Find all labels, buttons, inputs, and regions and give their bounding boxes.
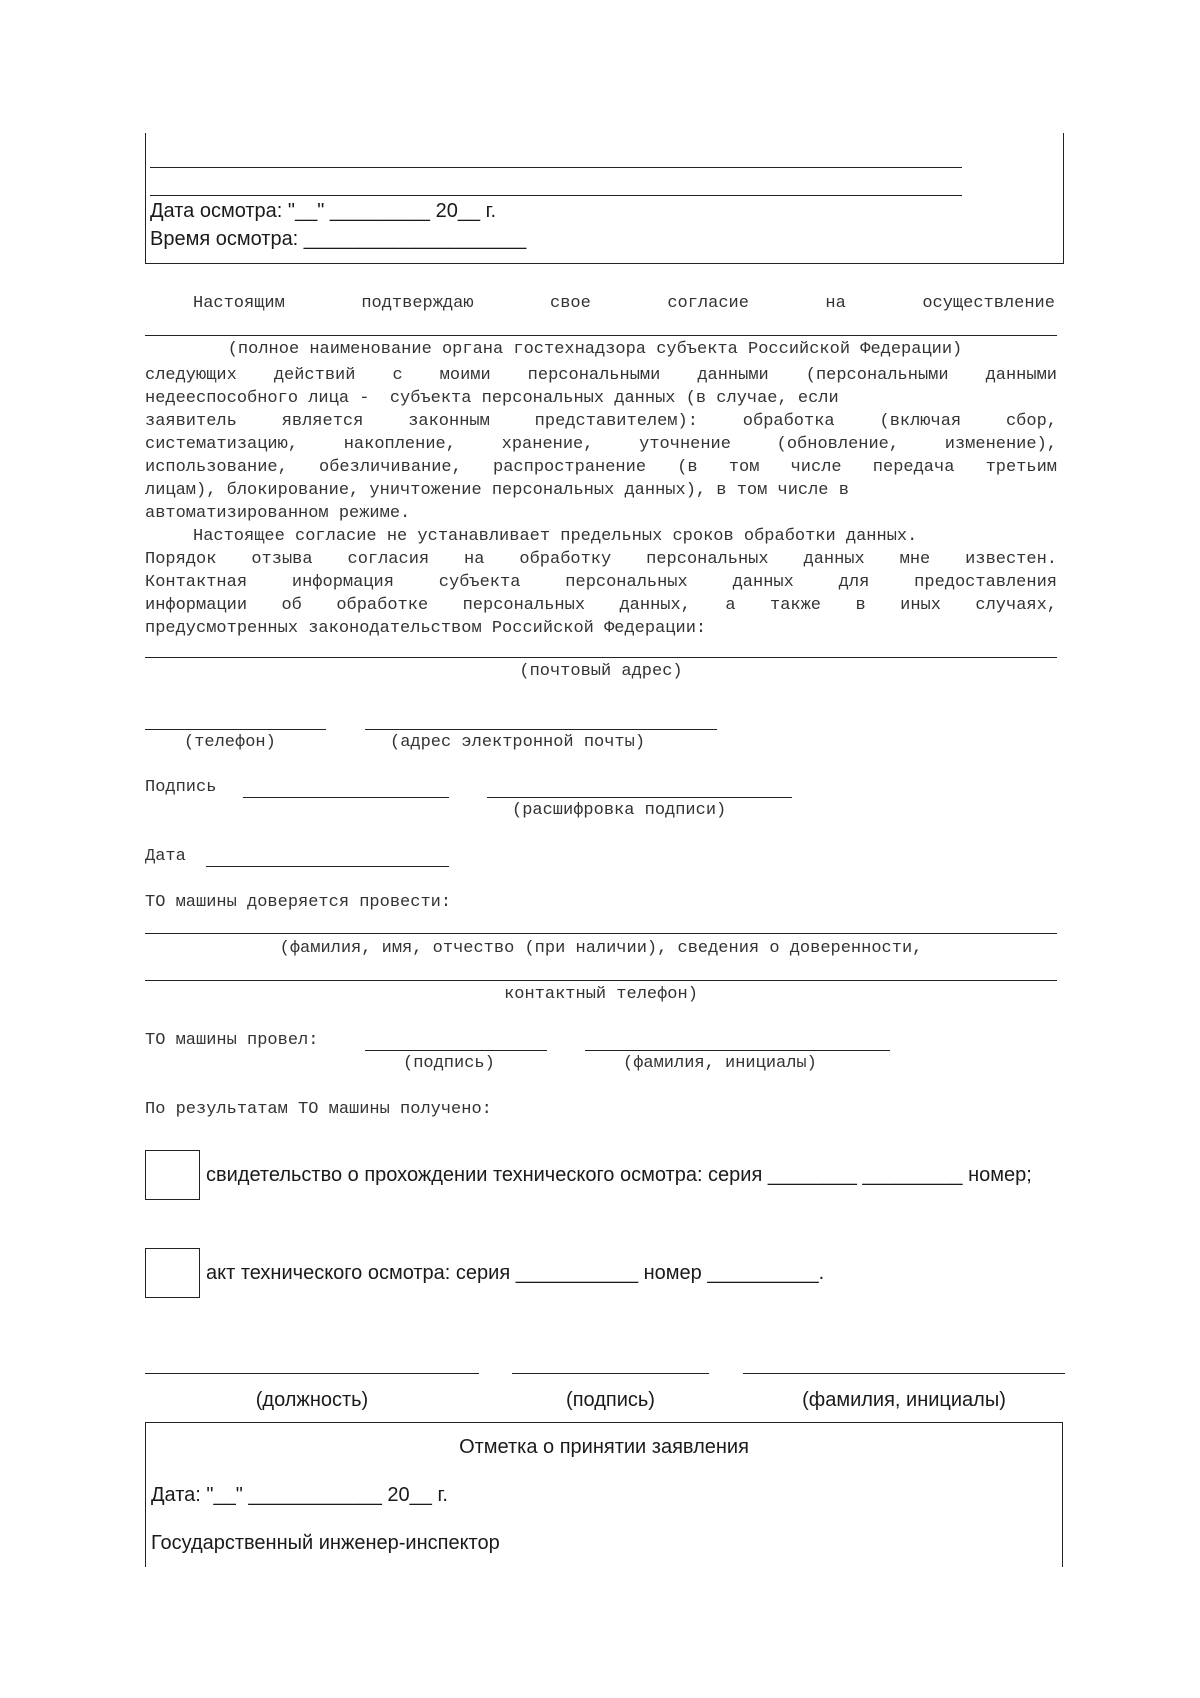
consent-line: предусмотренных законодательством Российской Федерации: — [145, 619, 707, 638]
postal-address-line — [145, 657, 1057, 658]
consent-line: заявитель является законным представителем): обработка (включая сбор, — [145, 412, 1057, 431]
consent-line: систематизацию, накопление, хранение, уточнение (обновление, изменение), — [145, 435, 1057, 454]
phone-line — [145, 729, 326, 730]
trusted-person-caption: (фамилия, имя, отчество (при наличии), сведения о доверенности, — [279, 939, 923, 958]
inspector-label: Государственный инженер-инспектор — [151, 1532, 500, 1554]
certificate-option-label: свидетельство о прохождении технического осмотра: серия ________ _________ номер; — [206, 1164, 1032, 1186]
consent-word: свое — [550, 294, 591, 313]
acceptance-date-label: Дата: "__" ____________ 20__ г. — [151, 1484, 448, 1506]
fill-line — [150, 195, 962, 196]
top-box-left-border — [145, 133, 146, 263]
org-name-line — [145, 335, 1057, 336]
signature-decoding-line — [487, 797, 792, 798]
position-line — [145, 1373, 479, 1374]
consent-body — [145, 364, 1057, 640]
consent-word: подтверждаю — [361, 294, 474, 313]
act-option-label: акт технического осмотра: серия ___________ номер __________. — [206, 1262, 825, 1284]
consent-date-line — [206, 866, 449, 867]
results-label: По результатам ТО машины получено: — [145, 1100, 492, 1119]
consent-line: недееспособного лица - субъекта персональных данных (в случае, если — [145, 389, 839, 408]
inspection-date-label: Дата осмотра: "__" _________ 20__ г. — [150, 200, 497, 222]
consent-word: согласие — [667, 294, 749, 313]
trusted-person-line — [145, 933, 1057, 934]
signature-label: Подпись — [145, 778, 217, 797]
name-line — [743, 1373, 1065, 1374]
conducted-label: ТО машины провел: — [145, 1031, 319, 1050]
org-name-caption: (полное наименование органа гостехнадзора субъекта Российской Федерации) — [227, 340, 963, 359]
top-box-right-border — [1063, 133, 1064, 263]
contact-phone-caption: контактный телефон) — [504, 985, 698, 1004]
position-caption: (должность) — [255, 1389, 369, 1411]
name-caption: (фамилия, инициалы) — [802, 1389, 1006, 1411]
consent-line: лицам), блокирование, уничтожение персональных данных), в том числе в — [145, 481, 849, 500]
consent-word: на — [825, 294, 846, 313]
consent-line: Настоящее согласие не устанавливает предельных сроков обработки данных. — [193, 527, 918, 546]
conducted-name-caption: (фамилия, инициалы) — [623, 1054, 817, 1073]
postal-address-caption: (почтовый адрес) — [519, 662, 683, 681]
signature-decoding-caption: (расшифровка подписи) — [512, 801, 727, 820]
acceptance-box-top-border — [145, 1422, 1063, 1423]
signature-line — [243, 797, 449, 798]
conducted-sign-line — [365, 1050, 547, 1051]
consent-line: следующих действий с моими персональными данными (персональными данными — [145, 366, 1057, 385]
inspection-time-label: Время осмотра: ____________________ — [150, 228, 527, 250]
certificate-checkbox[interactable] — [145, 1150, 200, 1200]
consent-word: Настоящим — [193, 294, 285, 313]
consent-line: использование, обезличивание, распространение (в том числе передача третьим — [145, 458, 1057, 477]
acceptance-title: Отметка о принятии заявления — [459, 1436, 749, 1458]
consent-line: информации об обработке персональных данных, а также в иных случаях, — [145, 596, 1057, 615]
conducted-sign-caption: (подпись) — [403, 1054, 495, 1073]
email-line — [365, 729, 717, 730]
consent-date-label: Дата — [145, 847, 186, 866]
sign-caption: (подпись) — [566, 1389, 655, 1411]
consent-line: Контактная информация субъекта персональных данных для предоставления — [145, 573, 1057, 592]
contact-phone-line — [145, 980, 1057, 981]
phone-caption: (телефон) — [184, 733, 276, 752]
consent-first-line — [193, 295, 1055, 312]
email-caption: (адрес электронной почты) — [390, 733, 646, 752]
consent-word: осуществление — [922, 294, 1055, 313]
consent-line: автоматизированном режиме. — [145, 504, 411, 523]
consent-line: Порядок отзыва согласия на обработку персональных данных мне известен. — [145, 550, 1057, 569]
trusted-person-label: ТО машины доверяется провести: — [145, 893, 452, 912]
sign-line — [512, 1373, 709, 1374]
fill-line — [150, 167, 962, 168]
act-checkbox[interactable] — [145, 1248, 200, 1298]
top-box-bottom-border — [145, 263, 1064, 264]
conducted-name-line — [585, 1050, 890, 1051]
